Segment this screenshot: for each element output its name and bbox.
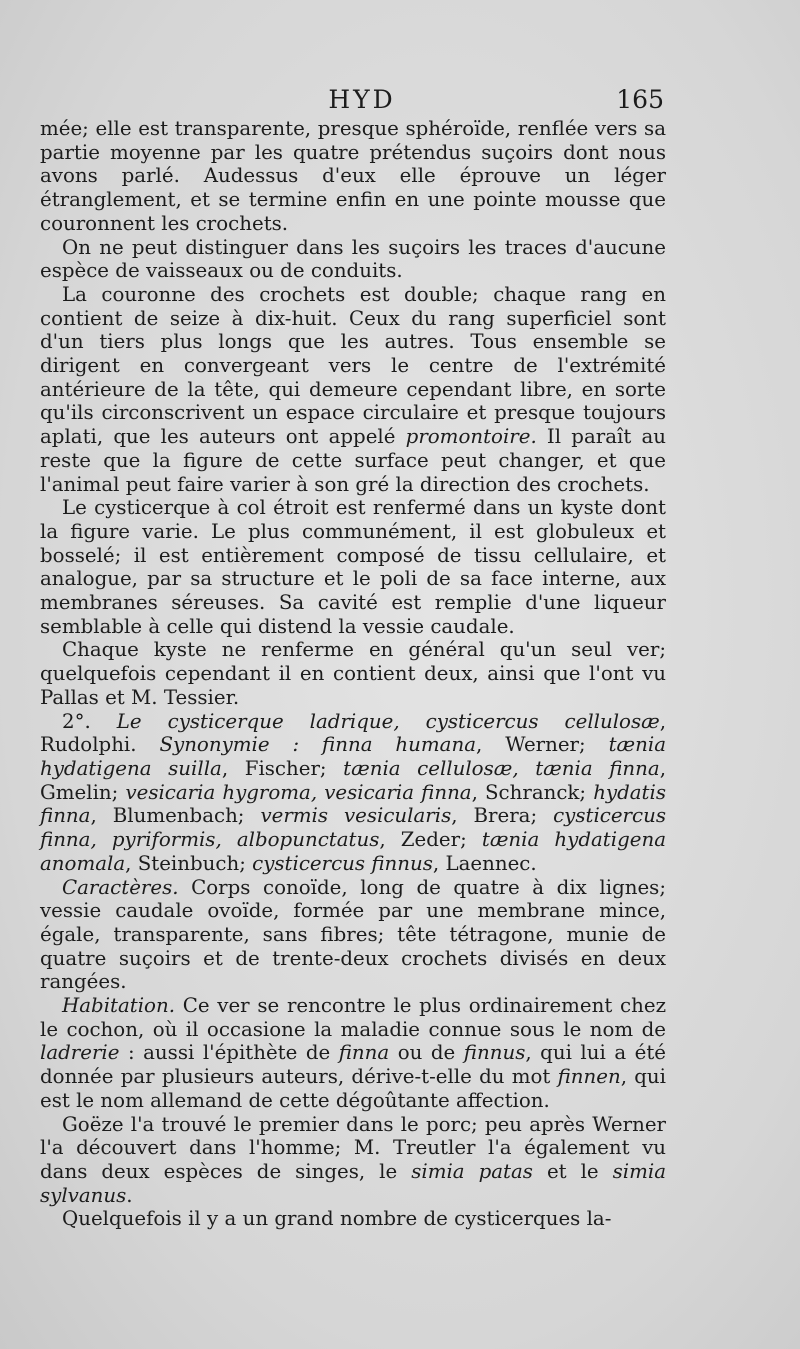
- italic-run: Le cysticerque ladrique, cysticercus cellulosæ: [116, 709, 660, 733]
- text-run: , qui lui a été donnée par plusieurs auteurs, dérive-t-elle du mot: [40, 1041, 666, 1089]
- text-run: , Zeder;: [379, 828, 482, 852]
- italic-run: cysticercus finnus: [252, 851, 433, 875]
- paragraph-10: [40, 1207, 666, 1231]
- italic-run: vesicaria hygroma, vesicaria finna: [125, 780, 472, 804]
- text-run: On ne peut distinguer dans les suçoirs les traces d'aucune espèce de vaisseaux ou de conduits.: [40, 235, 666, 283]
- italic-run: Synonymie : finna humana: [159, 733, 477, 757]
- page-number: 165: [616, 85, 664, 114]
- text-run: , Laennec.: [432, 851, 537, 875]
- paragraph-2: [40, 236, 666, 283]
- text-run: , Schranck;: [471, 780, 594, 804]
- italic-run: hydatis finna: [40, 780, 666, 828]
- italic-run: tænia hydatigena anomala: [40, 828, 666, 875]
- paragraph-4: [40, 496, 666, 638]
- italic-run: vermis vesicularis: [260, 804, 452, 828]
- paragraph-5: [40, 638, 666, 709]
- text-run: Ce ver se rencontre le plus ordinairement chez le cochon, où il occasione la maladie connue sous le nom de: [40, 994, 666, 1041]
- paragraph-6: [40, 710, 666, 876]
- running-head: HYD: [328, 85, 396, 114]
- text-run: et le: [532, 1159, 613, 1183]
- text-run: Il paraît au reste que la figure de cette surface peut changer, et que l'animal peut faire varier à son gré la direction des crochets.: [40, 425, 666, 496]
- italic-run: simia sylvanus: [40, 1159, 666, 1207]
- text-run: La couronne des crochets est double; chaque rang en contient de seize à dix-huit. Ceux du rang superficiel sont d'un tiers plus longs que les autres. Tous ensemble se dirigent en convergeant vers le centre de l'extrémité antérieure de la tête, qui demeure cependant libre, en sorte qu'ils circonscrivent un espace circulaire et presque toujours aplati, que les auteurs ont appelé: [40, 282, 666, 449]
- text-run: , Gmelin;: [40, 756, 666, 804]
- paragraph-9: [40, 1113, 666, 1208]
- text-run: mée; elle est transparente, presque sphéroïde, renflée vers sa partie moyenne par les quatre prétendus suçoirs dont nous avons parlé. Audessus d'eux elle éprouve un léger étranglement, et se termine enfin en une pointe mousse que couronnent les crochets.: [40, 117, 666, 235]
- italic-run: ladrerie: [40, 1041, 120, 1065]
- text-run: Quelquefois il y a un grand nombre de cysticerques la-: [62, 1207, 612, 1231]
- text-run: Corps conoïde, long de quatre à dix lignes; vessie caudale ovoïde, formée par une membrane mince, égale, transparente, sans fibres; tête tétragone, munie de quatre suçoirs et de trente-deux crochets divisés en deux rangées.: [40, 875, 666, 994]
- text-run: : aussi l'épithète de: [119, 1041, 339, 1065]
- page-header: [40, 85, 664, 117]
- text-run: , Steinbuch;: [125, 851, 253, 875]
- italic-run: finnus: [463, 1041, 526, 1065]
- text-run: , Fischer;: [221, 756, 344, 780]
- text-run: .: [126, 1183, 133, 1207]
- text-run: Goëze l'a trouvé le premier dans le porc; peu après Werner l'a découvert dans l'homme; M. Treutler l'a également vu dans deux espèces de singes, le: [40, 1112, 666, 1183]
- paragraph-8: [40, 994, 666, 1113]
- italic-run: finnen: [557, 1065, 621, 1089]
- body-text: [40, 117, 666, 1231]
- italic-run: simia patas: [411, 1159, 533, 1183]
- paragraph-1: [40, 117, 666, 236]
- text-run: , Werner;: [476, 733, 609, 757]
- italic-run: Habitation.: [62, 994, 175, 1018]
- italic-run: Caractères.: [62, 875, 179, 899]
- italic-run: promontoire.: [405, 425, 537, 449]
- text-run: 2°.: [62, 709, 117, 733]
- text-run: , Blumenbach;: [90, 804, 261, 828]
- paragraph-3: [40, 283, 666, 496]
- italic-run: tænia hydatigena suilla: [40, 733, 666, 780]
- text-run: ou de: [389, 1041, 464, 1065]
- text-run: Le cysticerque à col étroit est renfermé dans un kyste dont la figure varie. Le plus communément, il est globuleux et bosselé; il est entièrement composé de tissu cellulaire, et analogue, par sa structure et le poli de sa face interne, aux membranes séreuses. Sa cavité est remplie d'une liqueur semblable à celle qui distend la vessie caudale.: [40, 496, 666, 638]
- text-run: , Brera;: [451, 804, 554, 828]
- text-run: Chaque kyste ne renferme en général qu'un seul ver; quelquefois cependant il en contient deux, ainsi que l'ont vu Pallas et M. Tessier.: [40, 638, 666, 709]
- paragraph-7: [40, 876, 666, 995]
- text-run: , Rudolphi.: [40, 709, 666, 757]
- italic-run: cysticercus finna, pyriformis, albopunctatus: [40, 804, 666, 852]
- italic-run: finna: [338, 1041, 390, 1065]
- italic-run: tænia cellulosæ, tænia finna: [343, 756, 660, 780]
- text-run: , qui est le nom allemand de cette dégoûtante affection.: [40, 1065, 666, 1112]
